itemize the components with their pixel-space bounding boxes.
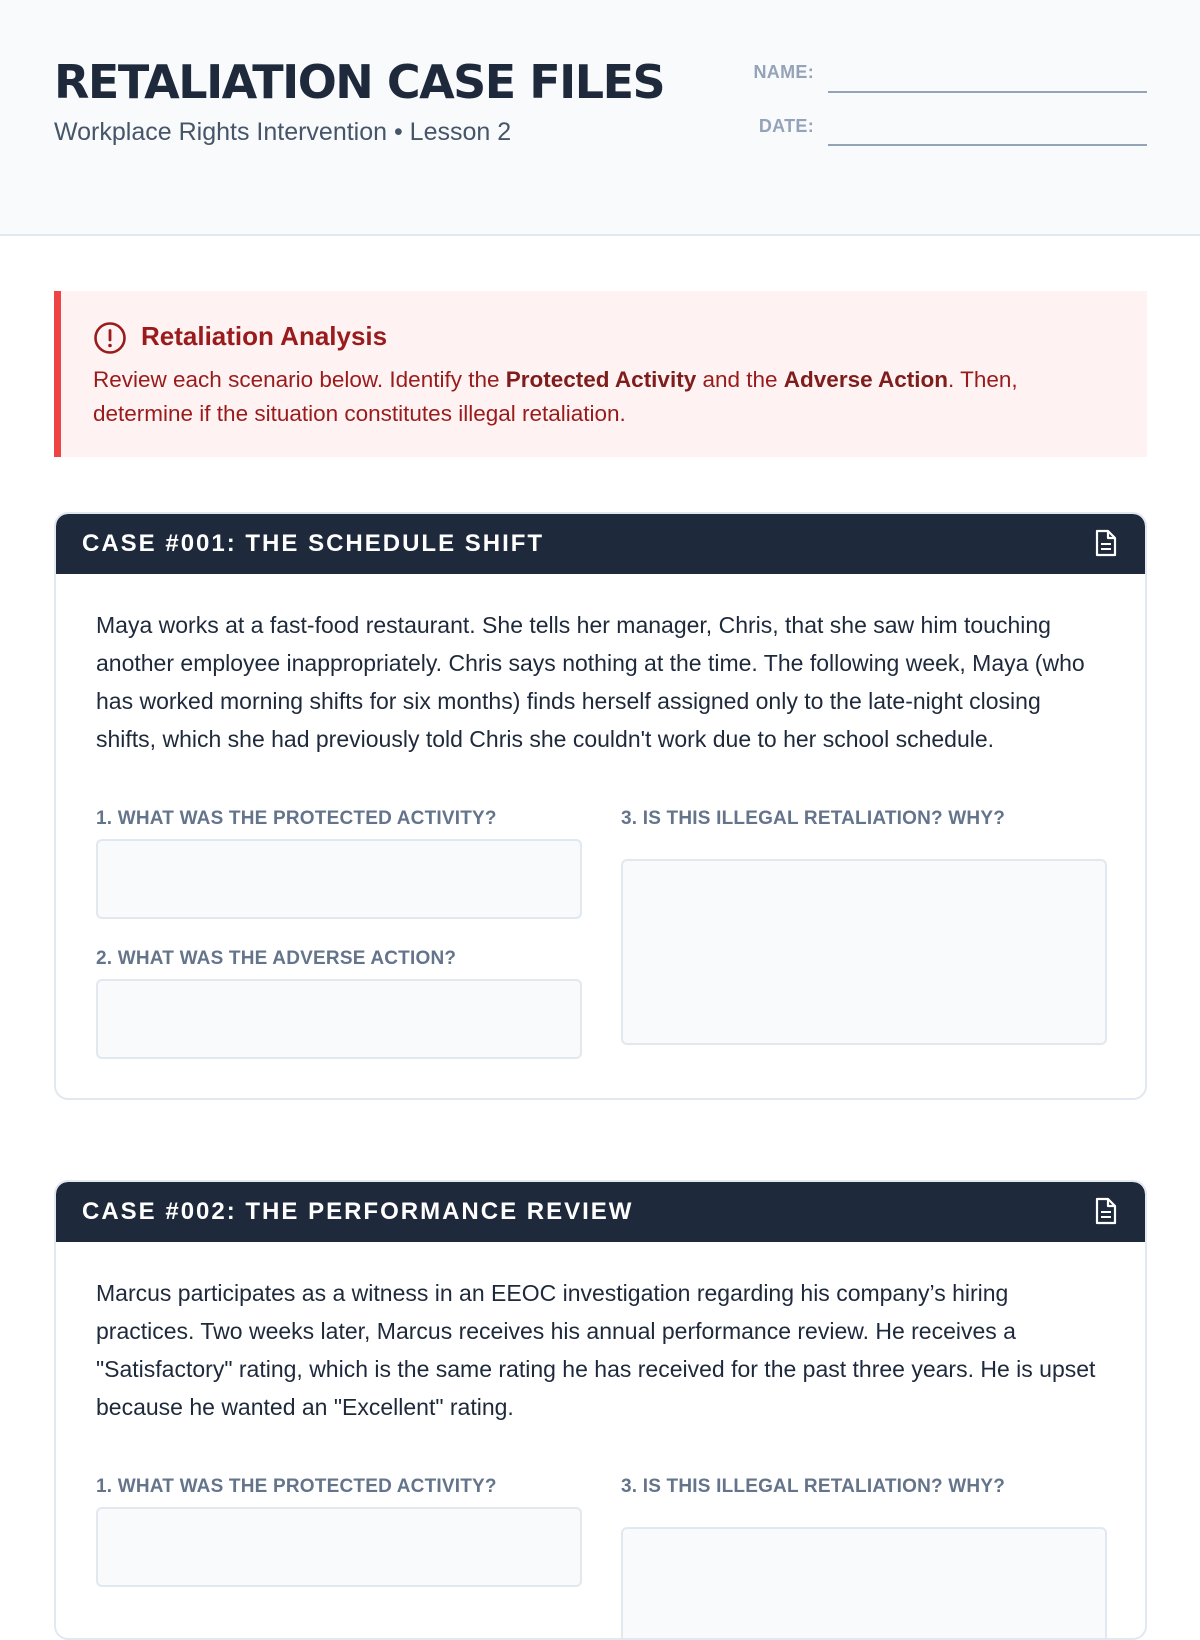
- illegal-retaliation-answer[interactable]: [621, 1527, 1107, 1640]
- date-field[interactable]: [828, 144, 1147, 146]
- case-header: [56, 1182, 1145, 1242]
- case-title: CASE #001: THE SCHEDULE SHIFT: [82, 530, 545, 557]
- alert-text: Review each scenario below. Identify the Protected Activity and the Adverse Action. Then, determine if the situation constitutes illegal retaliation.: [93, 367, 1018, 426]
- question-illegal-retaliation: 3. IS THIS ILLEGAL RETALIATION? WHY?: [621, 1476, 1006, 1497]
- instructions-alert: [54, 291, 1147, 457]
- date-label: DATE:: [758, 116, 814, 136]
- question-illegal-retaliation: 3. IS THIS ILLEGAL RETALIATION? WHY?: [621, 808, 1006, 829]
- protected-activity-term: Protected Activity: [505, 367, 697, 392]
- question-adverse-action: 2. WHAT WAS THE ADVERSE ACTION?: [96, 948, 457, 969]
- adverse-action-term: Adverse Action: [783, 367, 949, 392]
- case-scenario: Marcus participates as a witness in an EEOC investigation regarding his company’s hiring practices. Two weeks later, Marcus receives his annual performance review. He receives a "Satisfactory" rating, which is the same rating he has received for the past three years. He is upset because he wanted an "Excellent" rating.: [96, 1280, 1096, 1420]
- alert-circle-icon: [93, 321, 127, 355]
- alert-title: Retaliation Analysis: [141, 321, 388, 351]
- document-icon: [1093, 1197, 1119, 1225]
- case-scenario: Maya works at a fast-food restaurant. She tells her manager, Chris, that she saw him touching another employee inappropriately. Chris says nothing at the time. The following week, Maya (who has worked morning shifts for six months) finds herself assigned only to the late-night closing shifts, which she had previously told Chris she couldn't work due to her school schedule.: [96, 612, 1085, 752]
- question-protected-activity: 1. WHAT WAS THE PROTECTED ACTIVITY?: [96, 808, 497, 829]
- case-header: [56, 514, 1145, 574]
- adverse-action-answer[interactable]: [96, 979, 582, 1059]
- page-subtitle: Workplace Rights Intervention • Lesson 2: [54, 118, 512, 146]
- case-title: CASE #002: THE PERFORMANCE REVIEW: [82, 1198, 634, 1225]
- page-header: [0, 0, 1200, 236]
- document-icon: [1093, 529, 1119, 557]
- illegal-retaliation-answer[interactable]: [621, 859, 1107, 1045]
- name-field[interactable]: [828, 91, 1147, 93]
- case-card-001: [54, 512, 1147, 1100]
- question-protected-activity: 1. WHAT WAS THE PROTECTED ACTIVITY?: [96, 1476, 497, 1497]
- protected-activity-answer[interactable]: [96, 839, 582, 919]
- case-card-002: [54, 1180, 1147, 1640]
- protected-activity-answer[interactable]: [96, 1507, 582, 1587]
- name-label: NAME:: [753, 62, 814, 82]
- page-title: RETALIATION CASE FILES: [54, 55, 665, 109]
